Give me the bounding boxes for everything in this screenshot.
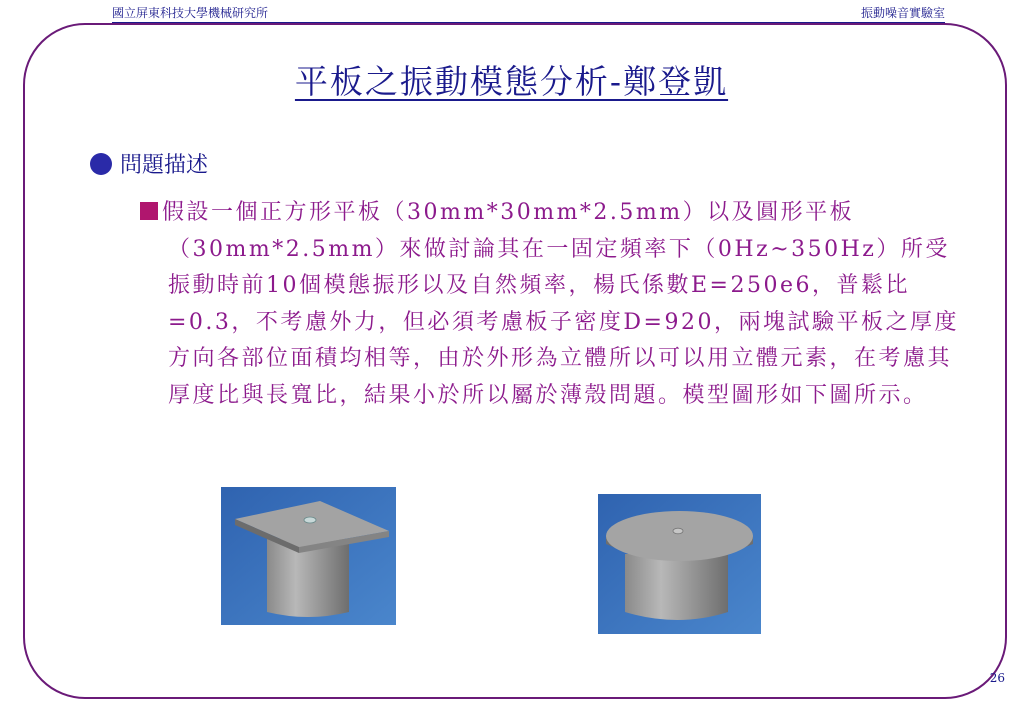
slide-title-text: 平板之振動模態分析-鄭登凱 <box>294 62 729 101</box>
header-right: 振動噪音實驗室 <box>860 6 945 20</box>
bullet-label: 問題描述 <box>120 153 209 178</box>
circular-plate-model-image <box>598 494 761 634</box>
slide-title <box>0 56 1023 103</box>
page-number: 26 <box>989 671 1005 685</box>
square-plate-model-image <box>221 487 396 625</box>
bullet-problem-description <box>90 148 208 179</box>
square-bullet-icon <box>140 202 158 220</box>
bullet-dot-icon <box>90 153 112 175</box>
problem-paragraph <box>140 195 972 414</box>
header-left: 國立屏東科技大學機械研究所 <box>112 6 269 20</box>
paragraph-text: 假設一個正方形平板（30mm*30mm*2.5mm）以及圓形平板（30mm*2.5mm）來做討論其在一固定頻率下（0Hz~350Hz）所受振動時前10個模態振形以及自然頻率，楊氏係數E=250e6，普鬆比=0.3，不考慮外力，但必須考慮板子密度D=920，兩塊試驗平板之厚度方向各部位面積均相等，由於外形為立體所以可以用立體元素，在考慮其厚度比與長寬比，結果小於所以屬於薄殼問題。模型圖形如下圖所示。 <box>162 200 959 408</box>
